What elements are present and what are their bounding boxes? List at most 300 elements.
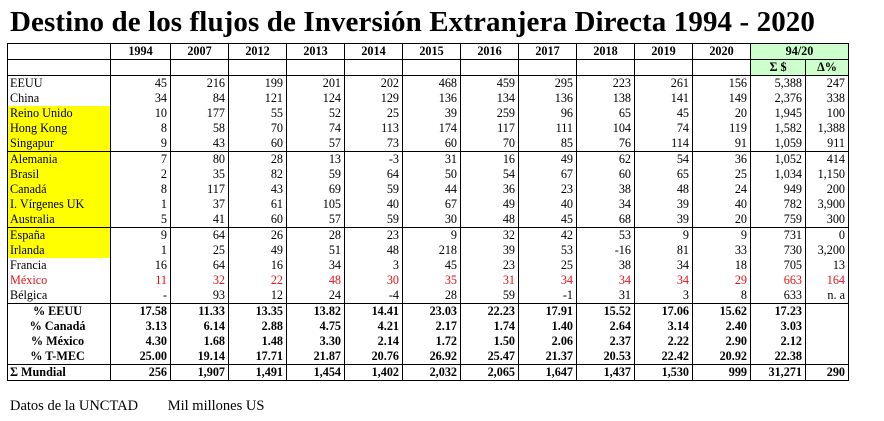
value-cell: 36 [461,182,519,197]
value-cell: 91 [693,136,751,152]
value-cell: 2 [111,167,171,182]
value-cell: 44 [403,182,461,197]
percentage-row [8,349,849,365]
percentage-cell: 1.68 [171,334,229,349]
total-row [8,365,849,381]
value-cell: 38 [577,182,635,197]
percentage-sum-cell: 22.38 [751,349,806,365]
total-cell: 2,065 [461,365,519,381]
value-cell: 81 [635,243,693,258]
value-cell: 50 [403,167,461,182]
percentage-cell: 20.76 [345,349,403,365]
value-cell: 24 [693,182,751,197]
value-cell: 61 [229,197,287,212]
sum-cell: 782 [751,197,806,212]
fdi-table [7,43,849,381]
subheader-corner-cell [8,60,111,76]
value-cell: 34 [287,258,345,273]
value-cell: 124 [287,91,345,106]
value-cell: 96 [519,106,577,121]
country-label: México [8,273,111,288]
percentage-cell: 22.23 [461,304,519,320]
value-cell: 199 [229,76,287,92]
value-cell: 36 [693,152,751,168]
value-cell: 64 [171,228,229,244]
delta-cell: 3,900 [806,197,849,212]
value-cell: 84 [171,91,229,106]
percentage-cell: 14.41 [345,304,403,320]
percentage-cell: 1.74 [461,319,519,334]
value-cell: 29 [693,273,751,288]
value-cell: 22 [229,273,287,288]
value-cell: 9 [635,228,693,244]
year-header: 1994 [111,44,171,60]
value-cell: 13 [287,152,345,168]
value-cell: 129 [345,91,403,106]
country-label: Irlanda [8,243,111,258]
value-cell: 49 [519,152,577,168]
value-cell: 9 [693,228,751,244]
value-cell: 32 [461,228,519,244]
value-cell: 73 [345,136,403,152]
value-cell: - [111,288,171,304]
percentage-cell: 1.48 [229,334,287,349]
sum-cell: 1,945 [751,106,806,121]
value-cell: 43 [229,182,287,197]
value-cell: 80 [171,152,229,168]
total-cell: 1,530 [635,365,693,381]
percentage-cell: 2.14 [345,334,403,349]
percentage-cell: 15.52 [577,304,635,320]
year-header: 2016 [461,44,519,60]
value-cell: 60 [403,136,461,152]
year-header: 2019 [635,44,693,60]
percentage-cell: 26.92 [403,349,461,365]
source-note: Datos de la UNCTAD [10,398,139,414]
percentage-delta-cell [806,334,849,349]
value-cell: 20 [693,106,751,121]
subheader-empty-cell [229,60,287,76]
value-cell: 57 [287,136,345,152]
value-cell: 105 [287,197,345,212]
percentage-cell: 17.58 [111,304,171,320]
sum-cell: 705 [751,258,806,273]
percentage-cell: 13.35 [229,304,287,320]
total-cell: 1,647 [519,365,577,381]
delta-cell: 3,200 [806,243,849,258]
value-cell: 111 [519,121,577,136]
table-row [8,258,849,273]
value-cell: 31 [577,288,635,304]
total-cell: 256 [111,365,171,381]
country-label: EEUU [8,76,111,92]
percentage-cell: 4.30 [111,334,171,349]
delta-cell: 100 [806,106,849,121]
value-cell: 28 [287,228,345,244]
country-label: Brasil [8,167,111,182]
value-cell: 5 [111,212,171,228]
percentage-row [8,319,849,334]
subheader-empty-cell [635,60,693,76]
table-row [8,273,849,288]
percentage-cell: 17.71 [229,349,287,365]
value-cell: 59 [345,212,403,228]
value-cell: 39 [635,197,693,212]
value-cell: 53 [519,243,577,258]
value-cell: 8 [693,288,751,304]
value-cell: 39 [635,212,693,228]
value-cell: 93 [171,288,229,304]
value-cell: 25 [693,167,751,182]
table-row [8,136,849,152]
percentage-cell: 4.21 [345,319,403,334]
value-cell: 9 [111,136,171,152]
value-cell: 136 [519,91,577,106]
footer [10,398,264,415]
value-cell: 28 [229,152,287,168]
subheader-empty-cell [287,60,345,76]
page-title: Destino de los flujos de Inversión Extranjera Directa 1994 - 2020 [10,6,816,38]
total-delta-cell: 290 [806,365,849,381]
table-row [8,197,849,212]
value-cell: 49 [229,243,287,258]
country-label: Reino Unido [8,106,111,121]
sum-cell: 1,052 [751,152,806,168]
percentage-label: % México [8,334,111,349]
value-cell: 42 [519,228,577,244]
value-cell: 30 [403,212,461,228]
percentage-cell: 2.64 [577,319,635,334]
delta-cell: n. a [806,288,849,304]
value-cell: 1 [111,197,171,212]
value-cell: 60 [577,167,635,182]
percentage-cell: 3.14 [635,319,693,334]
subheader-empty-cell [171,60,229,76]
value-cell: 55 [229,106,287,121]
percentage-row [8,334,849,349]
country-label: Francia [8,258,111,273]
percentage-sum-cell: 17.23 [751,304,806,320]
country-label: Hong Kong [8,121,111,136]
sum-cell: 663 [751,273,806,288]
percentage-cell: 1.40 [519,319,577,334]
value-cell: 59 [287,167,345,182]
percentage-cell: 21.87 [287,349,345,365]
value-cell: 51 [287,243,345,258]
table-row [8,121,849,136]
value-cell: 48 [287,273,345,288]
delta-cell: 0 [806,228,849,244]
value-cell: 202 [345,76,403,92]
value-cell: 70 [461,136,519,152]
value-cell: 74 [287,121,345,136]
value-cell: 8 [111,182,171,197]
total-cell: 2,032 [403,365,461,381]
total-cell: 1,907 [171,365,229,381]
value-cell: 12 [229,288,287,304]
percentage-cell: 4.75 [287,319,345,334]
value-cell: -3 [345,152,403,168]
value-cell: 23 [461,258,519,273]
table-row [8,76,849,92]
delta-cell: 1,150 [806,167,849,182]
percentage-cell: 25.00 [111,349,171,365]
value-cell: 34 [111,91,171,106]
value-cell: 35 [403,273,461,288]
value-cell: 459 [461,76,519,92]
table-row [8,106,849,121]
country-label: Singapur [8,136,111,152]
value-cell: 39 [461,243,519,258]
value-cell: 45 [519,212,577,228]
country-label: I. Vírgenes UK [8,197,111,212]
value-cell: 121 [229,91,287,106]
value-cell: 68 [577,212,635,228]
subheader-empty-cell [111,60,171,76]
value-cell: 16 [111,258,171,273]
value-cell: 69 [287,182,345,197]
percentage-cell: 17.06 [635,304,693,320]
total-sum-cell: 31,271 [751,365,806,381]
total-label: Σ Mundial [8,365,111,381]
value-cell: 65 [577,106,635,121]
percentage-cell: 20.92 [693,349,751,365]
value-cell: 85 [519,136,577,152]
year-header: 2017 [519,44,577,60]
percentage-label: % T-MEC [8,349,111,365]
delta-cell: 414 [806,152,849,168]
value-cell: 261 [635,76,693,92]
table-row [8,91,849,106]
table-row [8,243,849,258]
value-cell: 38 [577,258,635,273]
sum-cell: 1,059 [751,136,806,152]
value-cell: 141 [635,91,693,106]
value-cell: 117 [461,121,519,136]
value-cell: 3 [635,288,693,304]
sum-cell: 5,388 [751,76,806,92]
value-cell: 45 [635,106,693,121]
value-cell: 34 [635,258,693,273]
value-cell: 156 [693,76,751,92]
value-cell: 30 [345,273,403,288]
value-cell: 9 [111,228,171,244]
percentage-cell: 20.53 [577,349,635,365]
percentage-cell: 2.06 [519,334,577,349]
country-label: España [8,228,111,244]
total-cell: 1,402 [345,365,403,381]
delta-cell: 247 [806,76,849,92]
percentage-cell: 2.88 [229,319,287,334]
table-row [8,212,849,228]
value-cell: 43 [171,136,229,152]
percentage-cell: 23.03 [403,304,461,320]
country-label: China [8,91,111,106]
value-cell: 113 [345,121,403,136]
country-label: Alemania [8,152,111,168]
value-cell: 67 [519,167,577,182]
percentage-cell: 2.40 [693,319,751,334]
value-cell: -4 [345,288,403,304]
value-cell: 37 [171,197,229,212]
value-cell: 59 [345,182,403,197]
value-cell: 25 [171,243,229,258]
value-cell: 117 [171,182,229,197]
value-cell: 40 [345,197,403,212]
delta-cell: 164 [806,273,849,288]
percentage-row [8,304,849,320]
subheader-empty-cell [345,60,403,76]
value-cell: 174 [403,121,461,136]
percentage-cell: 15.62 [693,304,751,320]
year-header: 2020 [693,44,751,60]
value-cell: 34 [577,273,635,288]
value-cell: 295 [519,76,577,92]
value-cell: 138 [577,91,635,106]
percentage-cell: 13.82 [287,304,345,320]
value-cell: 48 [345,243,403,258]
value-cell: 23 [519,182,577,197]
value-cell: 35 [171,167,229,182]
percentage-label: % Canadá [8,319,111,334]
value-cell: 60 [229,136,287,152]
value-cell: 48 [635,182,693,197]
delta-header: Δ% [806,60,849,76]
country-label: Canadá [8,182,111,197]
value-cell: 57 [287,212,345,228]
delta-cell: 200 [806,182,849,197]
delta-cell: 300 [806,212,849,228]
value-cell: 28 [403,288,461,304]
value-cell: 149 [693,91,751,106]
value-cell: 9 [403,228,461,244]
sum-cell: 2,376 [751,91,806,106]
value-cell: 64 [345,167,403,182]
value-cell: 32 [171,273,229,288]
value-cell: 54 [461,167,519,182]
subheader-empty-cell [693,60,751,76]
value-cell: 40 [519,197,577,212]
subheader-empty-cell [403,60,461,76]
percentage-cell: 2.90 [693,334,751,349]
value-cell: 10 [111,106,171,121]
value-cell: 33 [693,243,751,258]
delta-cell: 13 [806,258,849,273]
value-cell: 65 [635,167,693,182]
percentage-sum-cell: 3.03 [751,319,806,334]
value-cell: 70 [229,121,287,136]
value-cell: 11 [111,273,171,288]
percentage-cell: 17.91 [519,304,577,320]
value-cell: 54 [635,152,693,168]
value-cell: 3 [345,258,403,273]
percentage-delta-cell [806,304,849,320]
year-header: 2013 [287,44,345,60]
subheader-empty-cell [577,60,635,76]
subheader-empty-cell [519,60,577,76]
percentage-cell: 19.14 [171,349,229,365]
percentage-cell: 2.17 [403,319,461,334]
value-cell: 53 [577,228,635,244]
percentage-cell: 11.33 [171,304,229,320]
value-cell: -1 [519,288,577,304]
sum-header: Σ $ [751,60,806,76]
value-cell: 64 [171,258,229,273]
value-cell: 20 [693,212,751,228]
percentage-label: % EEUU [8,304,111,320]
value-cell: 34 [519,273,577,288]
year-header: 2007 [171,44,229,60]
value-cell: 468 [403,76,461,92]
header-row [8,44,849,60]
table-row [8,167,849,182]
value-cell: 59 [461,288,519,304]
value-cell: 134 [461,91,519,106]
value-cell: 67 [403,197,461,212]
value-cell: 31 [403,152,461,168]
sum-cell: 759 [751,212,806,228]
table-row [8,152,849,168]
value-cell: 40 [693,197,751,212]
percentage-delta-cell [806,349,849,365]
value-cell: 48 [461,212,519,228]
year-header: 2018 [577,44,635,60]
value-cell: 24 [287,288,345,304]
year-header: 2014 [345,44,403,60]
value-cell: 23 [345,228,403,244]
value-cell: 82 [229,167,287,182]
sum-cell: 949 [751,182,806,197]
value-cell: -16 [577,243,635,258]
value-cell: 8 [111,121,171,136]
value-cell: 223 [577,76,635,92]
value-cell: 201 [287,76,345,92]
percentage-delta-cell [806,319,849,334]
percentage-cell: 25.47 [461,349,519,365]
sum-cell: 731 [751,228,806,244]
value-cell: 7 [111,152,171,168]
value-cell: 45 [403,258,461,273]
group-header: 94/20 [751,44,849,60]
total-cell: 1,491 [229,365,287,381]
value-cell: 76 [577,136,635,152]
delta-cell: 338 [806,91,849,106]
value-cell: 49 [461,197,519,212]
table-row [8,228,849,244]
value-cell: 16 [461,152,519,168]
value-cell: 18 [693,258,751,273]
sum-cell: 730 [751,243,806,258]
value-cell: 119 [693,121,751,136]
value-cell: 216 [171,76,229,92]
table-row [8,288,849,304]
value-cell: 74 [635,121,693,136]
total-cell: 1,437 [577,365,635,381]
value-cell: 62 [577,152,635,168]
value-cell: 136 [403,91,461,106]
subheader-row [8,60,849,76]
header-corner-cell [8,44,111,60]
value-cell: 25 [345,106,403,121]
value-cell: 52 [287,106,345,121]
percentage-cell: 22.42 [635,349,693,365]
percentage-sum-cell: 2.12 [751,334,806,349]
value-cell: 218 [403,243,461,258]
year-header: 2012 [229,44,287,60]
percentage-cell: 2.22 [635,334,693,349]
value-cell: 16 [229,258,287,273]
value-cell: 60 [229,212,287,228]
